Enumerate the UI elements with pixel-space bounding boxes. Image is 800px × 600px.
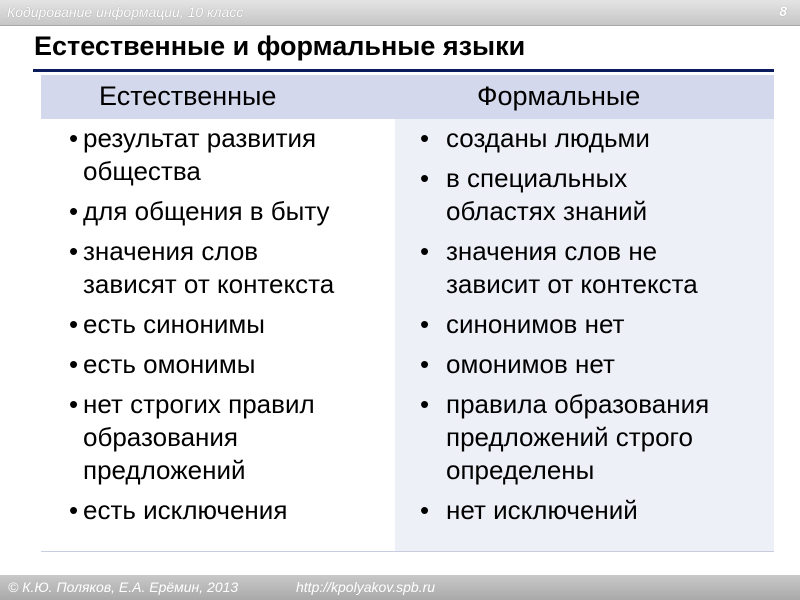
natural-item (41, 195, 395, 228)
natural-item-line: есть исключения (83, 495, 288, 525)
natural-item-line: есть омонимы (83, 349, 256, 379)
natural-item-line: образования (83, 422, 239, 452)
bullet-icon: • (420, 495, 430, 525)
formal-item (395, 162, 774, 228)
natural-item-line: предложений (83, 455, 246, 485)
natural-item-line: для общения в быту (83, 196, 330, 226)
bullet-icon: • (420, 309, 430, 339)
table-header-natural (41, 75, 395, 119)
slide-title: Естественные и формальные языки (34, 31, 526, 61)
course-label: Кодирование информации, 10 класс (7, 4, 244, 20)
bullet-icon: • (420, 236, 430, 266)
formal-item (395, 348, 774, 381)
natural-item-line: значения слов (83, 236, 259, 266)
bullet-icon: • (69, 123, 79, 153)
natural-item (41, 122, 395, 188)
bullet-icon: • (420, 389, 430, 419)
formal-item-line: синонимов нет (446, 309, 625, 339)
formal-languages-list (395, 122, 774, 534)
natural-item-line: есть синонимы (83, 309, 265, 339)
natural-item-line: нет строгих правил (83, 389, 315, 419)
bullet-icon: • (69, 495, 79, 525)
formal-item (395, 308, 774, 341)
formal-item-line: созданы людьми (446, 123, 650, 153)
formal-item-line: правила образования (446, 389, 710, 419)
formal-item-line: определены (446, 455, 595, 485)
bullet-icon: • (420, 349, 430, 379)
formal-header-label: Формальные (477, 81, 641, 111)
formal-item-line: в специальных (446, 163, 628, 193)
natural-header-label: Естественные (99, 81, 277, 111)
natural-item (41, 235, 395, 301)
bullet-icon: • (69, 349, 79, 379)
bullet-icon: • (420, 163, 430, 193)
formal-languages-column (395, 119, 774, 551)
natural-item (41, 388, 395, 487)
formal-item-line: областях знаний (446, 196, 648, 226)
page-number: 8 (779, 3, 787, 19)
site-url: http://kpolyakov.spb.ru (296, 579, 436, 595)
bullet-icon: • (69, 196, 79, 226)
natural-item-line: результат развития (83, 123, 317, 153)
formal-item (395, 494, 774, 527)
natural-item (41, 494, 395, 527)
formal-item-line: предложений строго (446, 422, 693, 452)
footer-bar (0, 575, 800, 600)
copyright-text: © К.Ю. Поляков, Е.А. Ерёмин, 2013 (8, 579, 239, 595)
formal-item (395, 122, 774, 155)
table-header-formal (395, 75, 774, 119)
formal-item-line: омонимов нет (446, 349, 615, 379)
natural-item (41, 348, 395, 381)
natural-item-line: общества (83, 156, 201, 186)
formal-item (395, 388, 774, 487)
bullet-icon: • (69, 236, 79, 266)
natural-languages-list (41, 122, 395, 534)
bullet-icon: • (69, 389, 79, 419)
top-bar (0, 0, 800, 26)
table-bottom-border (41, 551, 774, 552)
bullet-icon: • (420, 123, 430, 153)
bullet-icon: • (69, 309, 79, 339)
title-divider (33, 69, 774, 72)
formal-item (395, 235, 774, 301)
formal-item-line: значения слов не (446, 236, 658, 266)
natural-item-line: зависят от контекста (83, 269, 335, 299)
natural-item (41, 308, 395, 341)
formal-item-line: нет исключений (446, 495, 638, 525)
natural-languages-column (41, 119, 395, 551)
formal-item-line: зависит от контекста (446, 269, 698, 299)
